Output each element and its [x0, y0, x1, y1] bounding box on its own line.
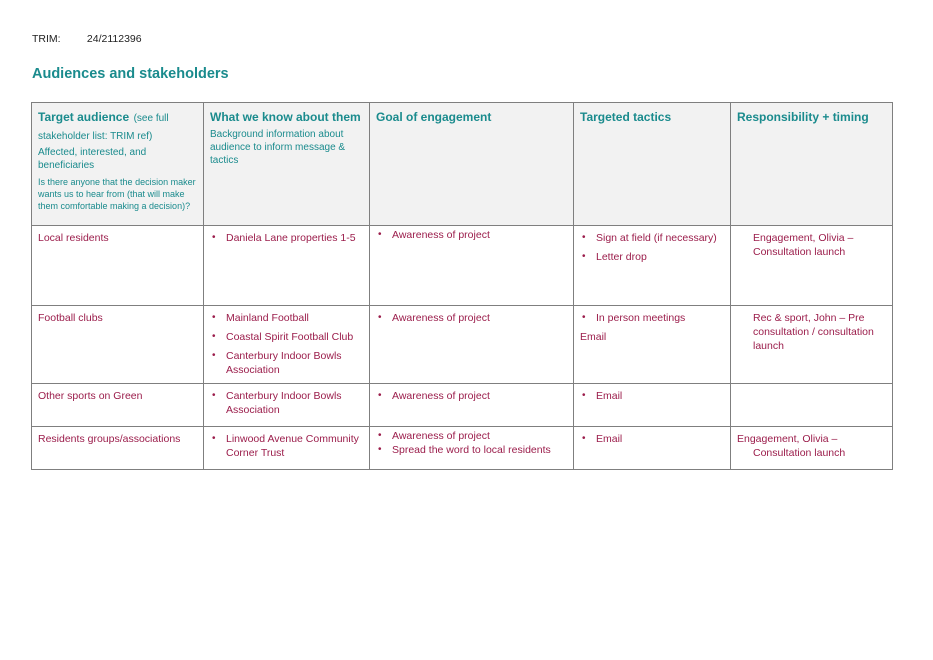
- list-item: • Coastal Spirit Football Club: [210, 330, 363, 344]
- cell-goal: [370, 384, 574, 427]
- header-what-we-know: [204, 103, 370, 226]
- audience-text: Football clubs: [38, 312, 103, 324]
- cell-know: [204, 226, 370, 306]
- cell-tactics: [574, 226, 731, 306]
- header-goal-title: Goal of engagement: [376, 110, 492, 124]
- cell-goal: [370, 306, 574, 384]
- audience-text: Other sports on Green: [38, 390, 143, 402]
- list-item: • Spread the word to local residents: [376, 443, 567, 457]
- responsibility-line-1: Engagement, Olivia –: [737, 433, 838, 445]
- cell-audience: [32, 306, 204, 384]
- header-target-audience-sub1: Affected, interested, and beneficiaries: [38, 147, 147, 171]
- cell-audience: [32, 226, 204, 306]
- audience-text: Residents groups/associations: [38, 433, 181, 445]
- header-target-audience: [32, 103, 204, 226]
- header-target-audience-sub2: Is there anyone that the decision maker wants us to hear from (that will make them comfortable making a decision)?: [38, 177, 196, 211]
- header-tactics: [574, 103, 731, 226]
- cell-tactics: [574, 427, 731, 470]
- trim-value: 24/2112396: [86, 33, 142, 45]
- list-item: • Letter drop: [580, 250, 724, 264]
- list-item: • Email: [580, 389, 724, 403]
- audience-text: Local residents: [38, 232, 109, 244]
- cell-know: [204, 384, 370, 427]
- header-responsibility-title: Responsibility + timing: [737, 110, 869, 124]
- cell-audience: [32, 427, 204, 470]
- trim-label: TRIM:: [32, 33, 61, 45]
- cell-goal: [370, 226, 574, 306]
- header-responsibility: [731, 103, 893, 226]
- cell-know: [204, 306, 370, 384]
- list-item: • Email: [580, 432, 724, 446]
- responsibility-text: Engagement, Olivia – Consultation launch: [753, 232, 854, 258]
- list-item: • Awareness of project: [376, 311, 567, 325]
- header-goal: [370, 103, 574, 226]
- table-row: [32, 306, 893, 384]
- list-item: • Mainland Football: [210, 311, 363, 325]
- list-item: • Awareness of project: [376, 228, 567, 242]
- list-item: • Linwood Avenue Community Corner Trust: [210, 432, 363, 460]
- trim-reference: [32, 33, 142, 45]
- header-what-we-know-title: What we know about them: [210, 110, 361, 124]
- header-target-audience-title: Target audience: [38, 110, 130, 124]
- cell-responsibility: [731, 306, 893, 384]
- list-item: • Awareness of project: [376, 389, 567, 403]
- cell-know: [204, 427, 370, 470]
- cell-responsibility: [731, 384, 893, 427]
- list-item: • Sign at field (if necessary): [580, 231, 724, 245]
- responsibility-line-2: Consultation launch: [753, 447, 846, 459]
- list-item: • Awareness of project: [376, 429, 567, 443]
- list-item: • Canterbury Indoor Bowls Association: [210, 349, 363, 377]
- cell-goal: [370, 427, 574, 470]
- stakeholder-table: [31, 102, 893, 470]
- cell-tactics: [574, 384, 731, 427]
- table-header-row: [32, 103, 893, 226]
- table-row: [32, 427, 893, 470]
- cell-audience: [32, 384, 204, 427]
- page-title: Audiences and stakeholders: [32, 66, 229, 82]
- responsibility-text: Rec & sport, John – Pre consultation / consultation launch: [753, 312, 874, 352]
- header-target-audience-note: (see full stakeholder list: TRIM ref): [38, 113, 169, 142]
- list-item: • In person meetings: [580, 311, 724, 325]
- table-row: [32, 226, 893, 306]
- list-item: • Canterbury Indoor Bowls Association: [210, 389, 363, 417]
- header-tactics-title: Targeted tactics: [580, 110, 672, 124]
- cell-tactics: [574, 306, 731, 384]
- cell-responsibility: [731, 226, 893, 306]
- table-row: [32, 384, 893, 427]
- header-what-we-know-sub: Background information about audience to inform message & tactics: [210, 129, 346, 166]
- tactics-extra: Email: [580, 331, 607, 343]
- cell-responsibility: [731, 427, 893, 470]
- list-item: • Daniela Lane properties 1-5: [210, 231, 363, 245]
